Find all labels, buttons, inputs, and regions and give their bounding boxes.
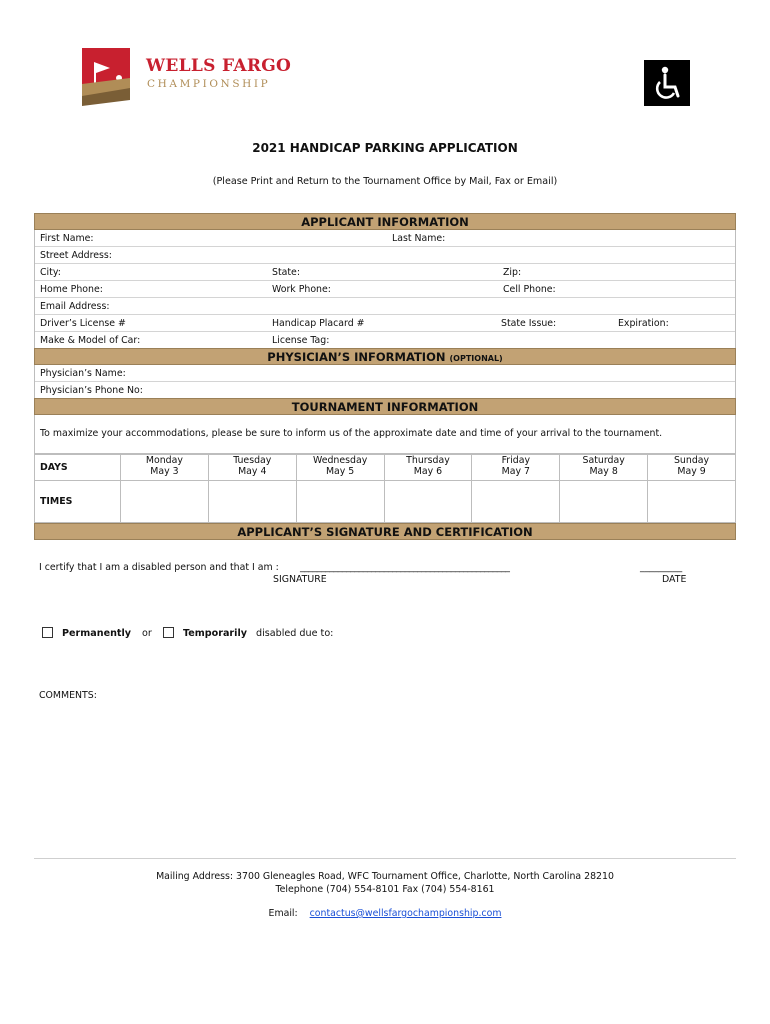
time-cell[interactable] bbox=[648, 481, 736, 523]
form-row bbox=[35, 281, 735, 298]
day-cell: Tuesday May 4 bbox=[208, 455, 296, 481]
signature-label: SIGNATURE bbox=[273, 574, 327, 585]
physician-section bbox=[34, 365, 736, 398]
email-link[interactable]: contactus@wellsfargochampionship.com bbox=[309, 908, 502, 919]
email-field[interactable]: Email Address: bbox=[40, 301, 110, 312]
form-row bbox=[35, 264, 735, 281]
time-cell[interactable] bbox=[560, 481, 648, 523]
physician-phone-field[interactable]: Physician’s Phone No: bbox=[40, 385, 143, 396]
last-name-field[interactable]: Last Name: bbox=[392, 233, 446, 244]
car-field[interactable]: Make & Model of Car: bbox=[40, 335, 141, 346]
page-subtitle: (Please Print and Return to the Tournament Office by Mail, Fax or Email) bbox=[212, 176, 558, 187]
day-cell: Friday May 7 bbox=[472, 455, 560, 481]
license-tag-field[interactable]: License Tag: bbox=[272, 335, 330, 346]
times-row bbox=[35, 481, 736, 523]
logo-subtitle: CHAMPIONSHIP bbox=[147, 78, 271, 90]
form-row bbox=[35, 382, 735, 398]
wheelchair-icon bbox=[644, 60, 690, 106]
permanently-label: Permanently bbox=[62, 628, 132, 639]
comments-label: COMMENTS: bbox=[39, 690, 97, 701]
days-label: DAYS bbox=[35, 455, 121, 481]
applicant-heading: APPLICANT INFORMATION bbox=[34, 213, 736, 230]
or-label: or bbox=[142, 628, 152, 639]
applicant-section bbox=[34, 230, 736, 348]
time-cell[interactable] bbox=[121, 481, 209, 523]
state-field[interactable]: State: bbox=[272, 267, 300, 278]
expiration-field[interactable]: Expiration: bbox=[618, 318, 669, 329]
state-issue-field[interactable]: State Issue: bbox=[501, 318, 557, 329]
day-cell: Thursday May 6 bbox=[384, 455, 472, 481]
day-cell: Saturday May 8 bbox=[560, 455, 648, 481]
flag-logo-icon bbox=[82, 48, 138, 106]
day-cell: Wednesday May 5 bbox=[296, 455, 384, 481]
work-phone-field[interactable]: Work Phone: bbox=[272, 284, 331, 295]
page-title: 2021 HANDICAP PARKING APPLICATION bbox=[252, 141, 518, 155]
signature-line[interactable]: __________________________________________________ bbox=[300, 562, 510, 573]
home-phone-field[interactable]: Home Phone: bbox=[40, 284, 103, 295]
application-form bbox=[34, 213, 736, 540]
days-row bbox=[35, 455, 736, 481]
form-row bbox=[35, 247, 735, 264]
time-cell[interactable] bbox=[472, 481, 560, 523]
logo-wordmark: WELLS FARGO bbox=[146, 56, 292, 76]
time-cell[interactable] bbox=[296, 481, 384, 523]
temporarily-label: Temporarily bbox=[183, 628, 247, 639]
footer-divider bbox=[34, 858, 736, 859]
mailing-address: Mailing Address: 3700 Gleneagles Road, WFC Tournament Office, Charlotte, North Carolina 28210 bbox=[156, 871, 614, 882]
form-row bbox=[35, 332, 735, 348]
placard-field[interactable]: Handicap Placard # bbox=[272, 318, 365, 329]
certify-text: I certify that I am a disabled person and that I am : bbox=[39, 562, 279, 573]
tournament-note bbox=[34, 415, 736, 454]
phone-fax: Telephone (704) 554-8101 Fax (704) 554-8161 bbox=[275, 884, 495, 895]
disabled-due-label: disabled due to: bbox=[256, 628, 334, 639]
email-label: Email: bbox=[268, 908, 298, 919]
day-cell: Monday May 3 bbox=[121, 455, 209, 481]
city-field[interactable]: City: bbox=[40, 267, 61, 278]
temporarily-checkbox[interactable] bbox=[163, 627, 174, 638]
physician-name-field[interactable]: Physician’s Name: bbox=[40, 368, 126, 379]
email-line bbox=[0, 908, 770, 919]
form-row bbox=[35, 230, 735, 247]
championship-logo bbox=[82, 48, 292, 110]
optional-tag: (OPTIONAL) bbox=[449, 354, 503, 363]
physician-heading bbox=[34, 348, 736, 365]
date-label: DATE bbox=[662, 574, 687, 585]
cell-phone-field[interactable]: Cell Phone: bbox=[503, 284, 556, 295]
time-cell[interactable] bbox=[384, 481, 472, 523]
tournament-note-text: To maximize your accommodations, please be sure to inform us of the approximate date and time of your arrival to the tournament. bbox=[40, 428, 663, 439]
tournament-heading: TOURNAMENT INFORMATION bbox=[34, 398, 736, 415]
day-cell: Sunday May 9 bbox=[648, 455, 736, 481]
time-cell[interactable] bbox=[208, 481, 296, 523]
physician-heading-text: PHYSICIAN’S INFORMATION bbox=[267, 350, 446, 364]
form-row bbox=[35, 315, 735, 332]
street-field[interactable]: Street Address: bbox=[40, 250, 112, 261]
date-line[interactable]: _________ bbox=[640, 562, 683, 573]
first-name-field[interactable]: First Name: bbox=[40, 233, 94, 244]
permanently-checkbox[interactable] bbox=[42, 627, 53, 638]
days-table bbox=[34, 454, 736, 523]
license-field[interactable]: Driver’s License # bbox=[40, 318, 126, 329]
signature-heading: APPLICANT’S SIGNATURE AND CERTIFICATION bbox=[34, 523, 736, 540]
form-row bbox=[35, 365, 735, 382]
form-row bbox=[35, 298, 735, 315]
zip-field[interactable]: Zip: bbox=[503, 267, 522, 278]
times-label: TIMES bbox=[35, 481, 121, 523]
